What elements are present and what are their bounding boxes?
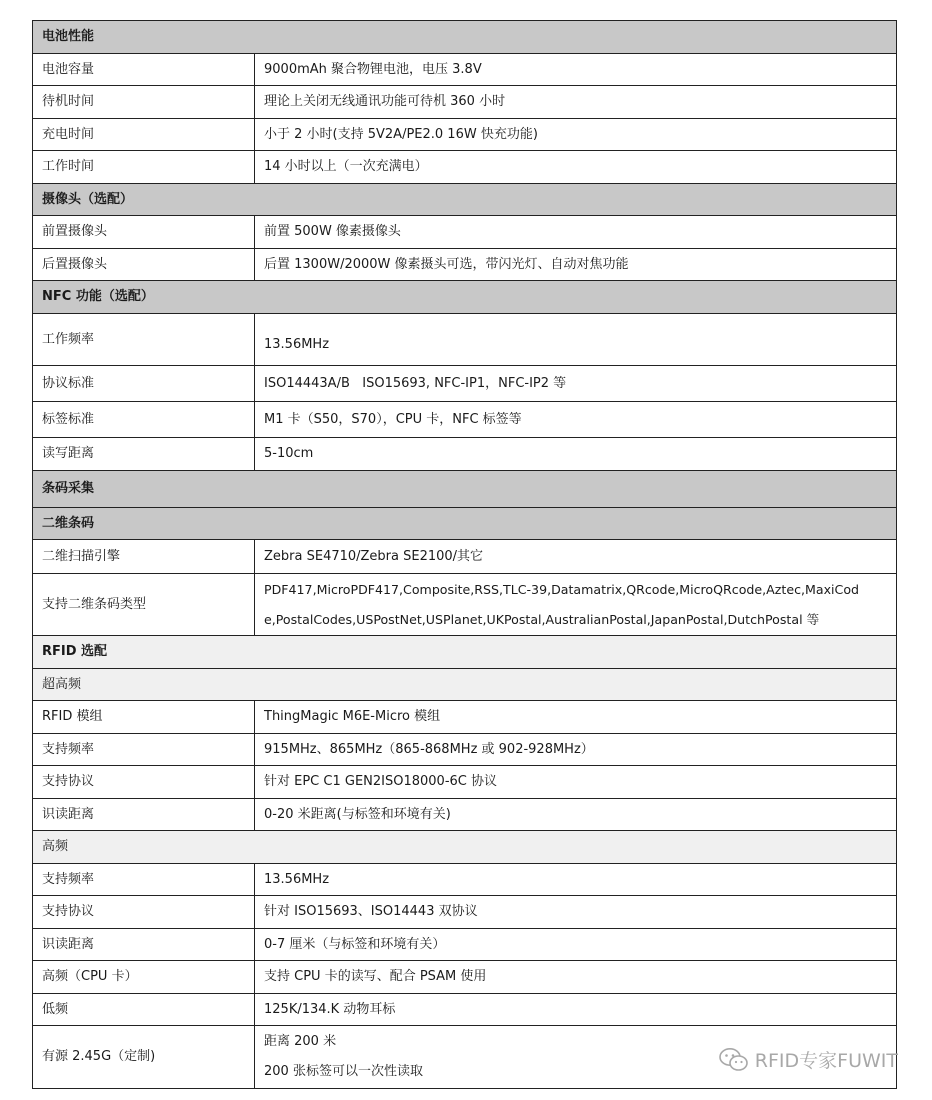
row-value: 5-10cm	[255, 438, 897, 471]
table-row	[33, 994, 897, 1026]
section-title: 条码采集	[33, 471, 897, 508]
section-title: 摄像头（选配）	[33, 184, 897, 216]
watermark	[719, 1046, 898, 1073]
section-header-barcode	[33, 471, 897, 508]
row-label: 读写距离	[33, 438, 255, 471]
table-row	[33, 961, 897, 994]
table-row	[33, 574, 897, 636]
row-label: 低频	[33, 994, 255, 1026]
row-label: 支持协议	[33, 766, 255, 799]
row-value: 针对 ISO15693、ISO14443 双协议	[255, 896, 897, 929]
section-header-nfc	[33, 281, 897, 314]
table-row	[33, 701, 897, 734]
row-label: 标签标准	[33, 402, 255, 438]
table-row	[33, 151, 897, 184]
value-line: 距离 200 米	[264, 1034, 337, 1049]
row-value: 小于 2 小时(支持 5V2A/PE2.0 16W 快充功能)	[255, 119, 897, 151]
row-label: 高频（CPU 卡）	[33, 961, 255, 994]
row-label: 支持频率	[33, 864, 255, 896]
table-row	[33, 438, 897, 471]
subsection-title: 二维条码	[33, 508, 897, 540]
section-title: RFID 选配	[33, 636, 897, 669]
table-row	[33, 896, 897, 929]
row-value: 针对 EPC C1 GEN2ISO18000-6C 协议	[255, 766, 897, 799]
table-row	[33, 249, 897, 281]
row-label: 识读距离	[33, 929, 255, 961]
row-value: 支持 CPU 卡的读写、配合 PSAM 使用	[255, 961, 897, 994]
row-value: 0-7 厘米（与标签和环境有关）	[255, 929, 897, 961]
row-value: Zebra SE4710/Zebra SE2100/其它	[255, 540, 897, 574]
row-value: M1 卡（S50，S70），CPU 卡，NFC 标签等	[255, 402, 897, 438]
watermark-text: RFID专家FUWIT	[754, 1050, 898, 1072]
row-value: 125K/134.K 动物耳标	[255, 994, 897, 1026]
table-row	[33, 119, 897, 151]
subsection-title: 高频	[33, 831, 897, 864]
row-value: 13.56MHz	[255, 864, 897, 896]
row-label: 支持频率	[33, 734, 255, 766]
row-label: 支持协议	[33, 896, 255, 929]
table-row	[33, 86, 897, 119]
row-label: 后置摄像头	[33, 249, 255, 281]
section-header-battery	[33, 21, 897, 54]
row-label: 支持二维条码类型	[33, 574, 255, 636]
row-label: 识读距离	[33, 799, 255, 831]
subsection-header-uhf	[33, 669, 897, 701]
value-line: PDF417,MicroPDF417,Composite,RSS,TLC-39,Datamatrix,QRcode,MicroQRcode,Aztec,MaxiCod	[264, 581, 860, 597]
row-label: 电池容量	[33, 54, 255, 86]
row-label: 待机时间	[33, 86, 255, 119]
row-label: 充电时间	[33, 119, 255, 151]
table-row	[33, 314, 897, 366]
table-row	[33, 864, 897, 896]
row-value: 14 小时以上（一次充满电）	[255, 151, 897, 184]
table-row	[33, 402, 897, 438]
row-value: 理论上关闭无线通讯功能可待机 360 小时	[255, 86, 897, 119]
row-label: 工作时间	[33, 151, 255, 184]
section-title: NFC 功能（选配）	[33, 281, 897, 314]
value-line: 200 张标签可以一次性读取	[264, 1064, 423, 1079]
value-line: e,PostalCodes,USPostNet,USPlanet,UKPostal,AustralianPostal,JapanPostal,DutchPostal 等	[264, 611, 820, 627]
row-label: 工作频率	[33, 314, 255, 366]
section-header-camera	[33, 184, 897, 216]
wechat-icon	[719, 1047, 749, 1073]
subsection-header-hf	[33, 831, 897, 864]
row-label: 协议标准	[33, 366, 255, 402]
row-value: 9000mAh 聚合物锂电池，电压 3.8V	[255, 54, 897, 86]
subsection-header-2d-barcode	[33, 508, 897, 540]
row-label: 有源 2.45G（定制)	[33, 1026, 255, 1089]
row-value: 前置 500W 像素摄像头	[255, 216, 897, 249]
table-row	[33, 540, 897, 574]
spec-table	[32, 20, 897, 1089]
row-label: RFID 模组	[33, 701, 255, 734]
row-value: ISO14443A/B ISO15693, NFC-IP1，NFC-IP2 等	[255, 366, 897, 402]
table-row	[33, 54, 897, 86]
subsection-title: 超高频	[33, 669, 897, 701]
row-value: 后置 1300W/2000W 像素摄头可选，带闪光灯、自动对焦功能	[255, 249, 897, 281]
table-row	[33, 929, 897, 961]
row-label: 二维扫描引擎	[33, 540, 255, 574]
table-row	[33, 734, 897, 766]
table-row	[33, 766, 897, 799]
section-header-rfid	[33, 636, 897, 669]
row-label: 前置摄像头	[33, 216, 255, 249]
table-row	[33, 216, 897, 249]
section-title: 电池性能	[33, 21, 897, 54]
row-value: 0-20 米距离(与标签和环境有关)	[255, 799, 897, 831]
table-row	[33, 366, 897, 402]
row-value: 13.56MHz	[255, 314, 897, 366]
row-value	[255, 574, 897, 636]
row-value: 915MHz、865MHz（865-868MHz 或 902-928MHz）	[255, 734, 897, 766]
table-row	[33, 799, 897, 831]
row-value: ThingMagic M6E-Micro 模组	[255, 701, 897, 734]
